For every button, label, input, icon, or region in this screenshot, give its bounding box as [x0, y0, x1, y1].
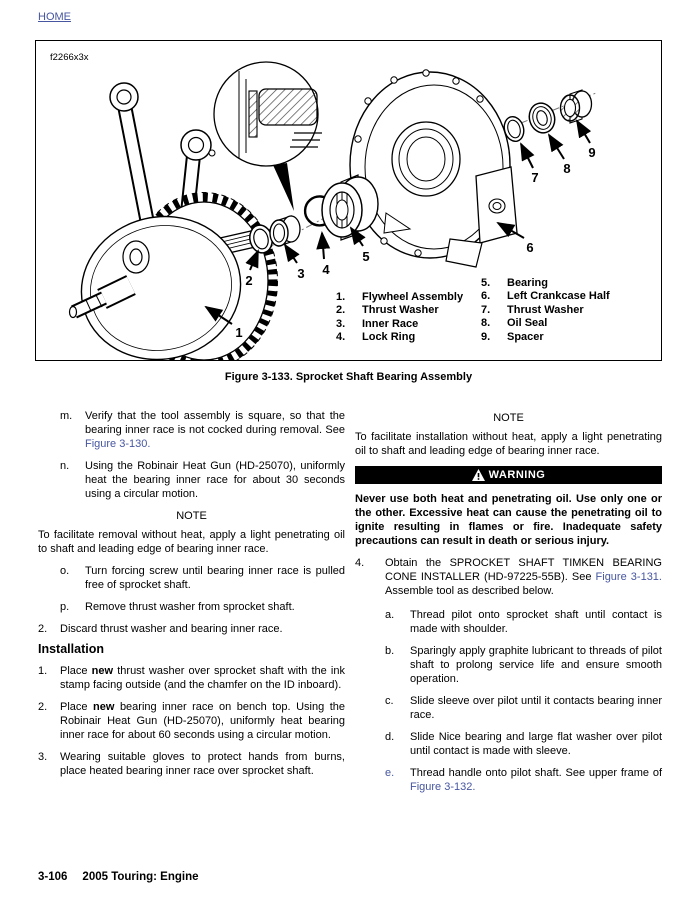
substep-b: b. Sparingly apply graphite lubricant to threads of pilot shaft to prolong service life and ensure smooth operation. [385, 645, 662, 685]
substep-e: e. Thread handle onto pilot shaft. See upper frame of Figure 3-132. [385, 767, 662, 793]
parts-list-column-1 [336, 291, 463, 345]
parts-item-9: 9. Spacer [481, 330, 544, 343]
parts-item-6: 6. Left Crankcase Half [481, 290, 610, 303]
home-link[interactable]: HOME [38, 11, 71, 23]
part-spacer-9 [561, 90, 592, 123]
install-step-1: 1. Place new thrust washer over sprocket shaft with the ink stamp facing outside (and the chamfer on the ID inboard). [38, 665, 345, 691]
parts-item-1: 1. Flywheel Assembly [336, 291, 464, 303]
parts-item-8: 8. Oil Seal [481, 317, 548, 330]
callout-1: 1 [235, 325, 243, 340]
note-heading: NOTE [176, 510, 207, 522]
warning-label: WARNING [488, 469, 546, 481]
install-step-3: 3. Wearing suitable gloves to protect hands from burns, place heated bearing inner race over sprocket shaft. [38, 751, 345, 777]
link-figure-3-130[interactable]: Figure 3-130. [85, 438, 151, 450]
footer-page-number: 3-106 [38, 871, 68, 883]
parts-item-5: 5. Bearing [481, 277, 548, 289]
parts-item-4: 4. Lock Ring [336, 331, 416, 344]
link-figure-3-132[interactable]: Figure 3-132. [410, 781, 476, 793]
detail-inset-circle [214, 62, 322, 211]
warning-triangle-icon [472, 469, 485, 481]
step-p: p. Remove thrust washer from sprocket shaft. [60, 601, 295, 613]
figure-caption: Figure 3-133. Sprocket Shaft Bearing Assembly [224, 371, 473, 383]
part-inner-race-3 [270, 216, 300, 246]
substep-d: d. Slide Nice bearing and large flat washer over pilot until contact is made with sleeve. [385, 731, 662, 757]
note-heading: NOTE [493, 412, 524, 424]
part-bearing-5 [322, 175, 378, 240]
parts-item-2: 2. Thrust Washer [336, 304, 439, 317]
callout-9: 9 [588, 145, 596, 160]
right-text-column [355, 409, 662, 802]
callout-3: 3 [297, 266, 305, 281]
install-step-2: 2. Place new bearing inner race on bench top. Using the Robinair Heat Gun (HD-25070), uniformly heat bearing inner race for about 60 seconds using a circular motion. [38, 701, 345, 741]
warning-banner [355, 466, 662, 484]
substep-a: a. Thread pilot onto sprocket shaft until contact is made with shoulder. [385, 609, 662, 635]
step-n: n. Using the Robinair Heat Gun (HD-25070), uniformly heat the bearing inner race for about 30 seconds using a circular motion. [60, 460, 345, 500]
callout-2: 2 [245, 273, 253, 288]
installation-heading: Installation [38, 642, 104, 656]
warning-text: Never use both heat and penetrating oil. Use only one or the other. Excessive heat can cause the penetrating oil to ignite resulting in flames or fire. Inadequate safety precautions can result in death or serious injury. [355, 493, 662, 547]
part-oil-seal-8 [526, 100, 558, 136]
footer-section-title: 2005 Touring: Engine [82, 871, 199, 883]
parts-list-column-2 [481, 277, 610, 344]
callout-4: 4 [322, 262, 330, 277]
left-crankcase-half [350, 70, 517, 267]
step-o: o. Turn forcing screw until bearing inner race is pulled free of sprocket shaft. [60, 565, 345, 591]
note-body: To facilitate removal without heat, apply a light penetrating oil to shaft and leading edge of bearing inner race. [38, 529, 345, 555]
figure-3-133-box [35, 40, 662, 361]
substep-c: c. Slide sleeve over pilot until it contacts bearing inner race. [385, 695, 662, 721]
link-figure-3-131[interactable]: Figure 3-131. [595, 571, 662, 583]
step-4: 4. Obtain the SPROCKET SHAFT TIMKEN BEARING CONE INSTALLER (HD-97225-55B). See Figure 3-131. Assemble tool as described below. [355, 557, 662, 597]
left-text-column [38, 409, 345, 786]
callout-5: 5 [362, 249, 370, 264]
callout-7: 7 [531, 170, 539, 185]
note-body: To facilitate installation without heat, apply a light penetrating oil to shaft and leading edge of bearing inner race. [355, 431, 662, 457]
parts-item-3: 3. Inner Race [336, 317, 419, 330]
callout-8: 8 [563, 161, 571, 176]
figure-code: f2266x3x [50, 52, 89, 63]
callout-6: 6 [526, 240, 534, 255]
step-m: m. Verify that the tool assembly is square, so that the bearing inner race is not cocked during removal. See Figure 3-130. [60, 410, 345, 450]
step-2: 2. Discard thrust washer and bearing inner race. [38, 623, 283, 635]
parts-item-7: 7. Thrust Washer [481, 303, 584, 316]
page-footer [38, 871, 199, 883]
